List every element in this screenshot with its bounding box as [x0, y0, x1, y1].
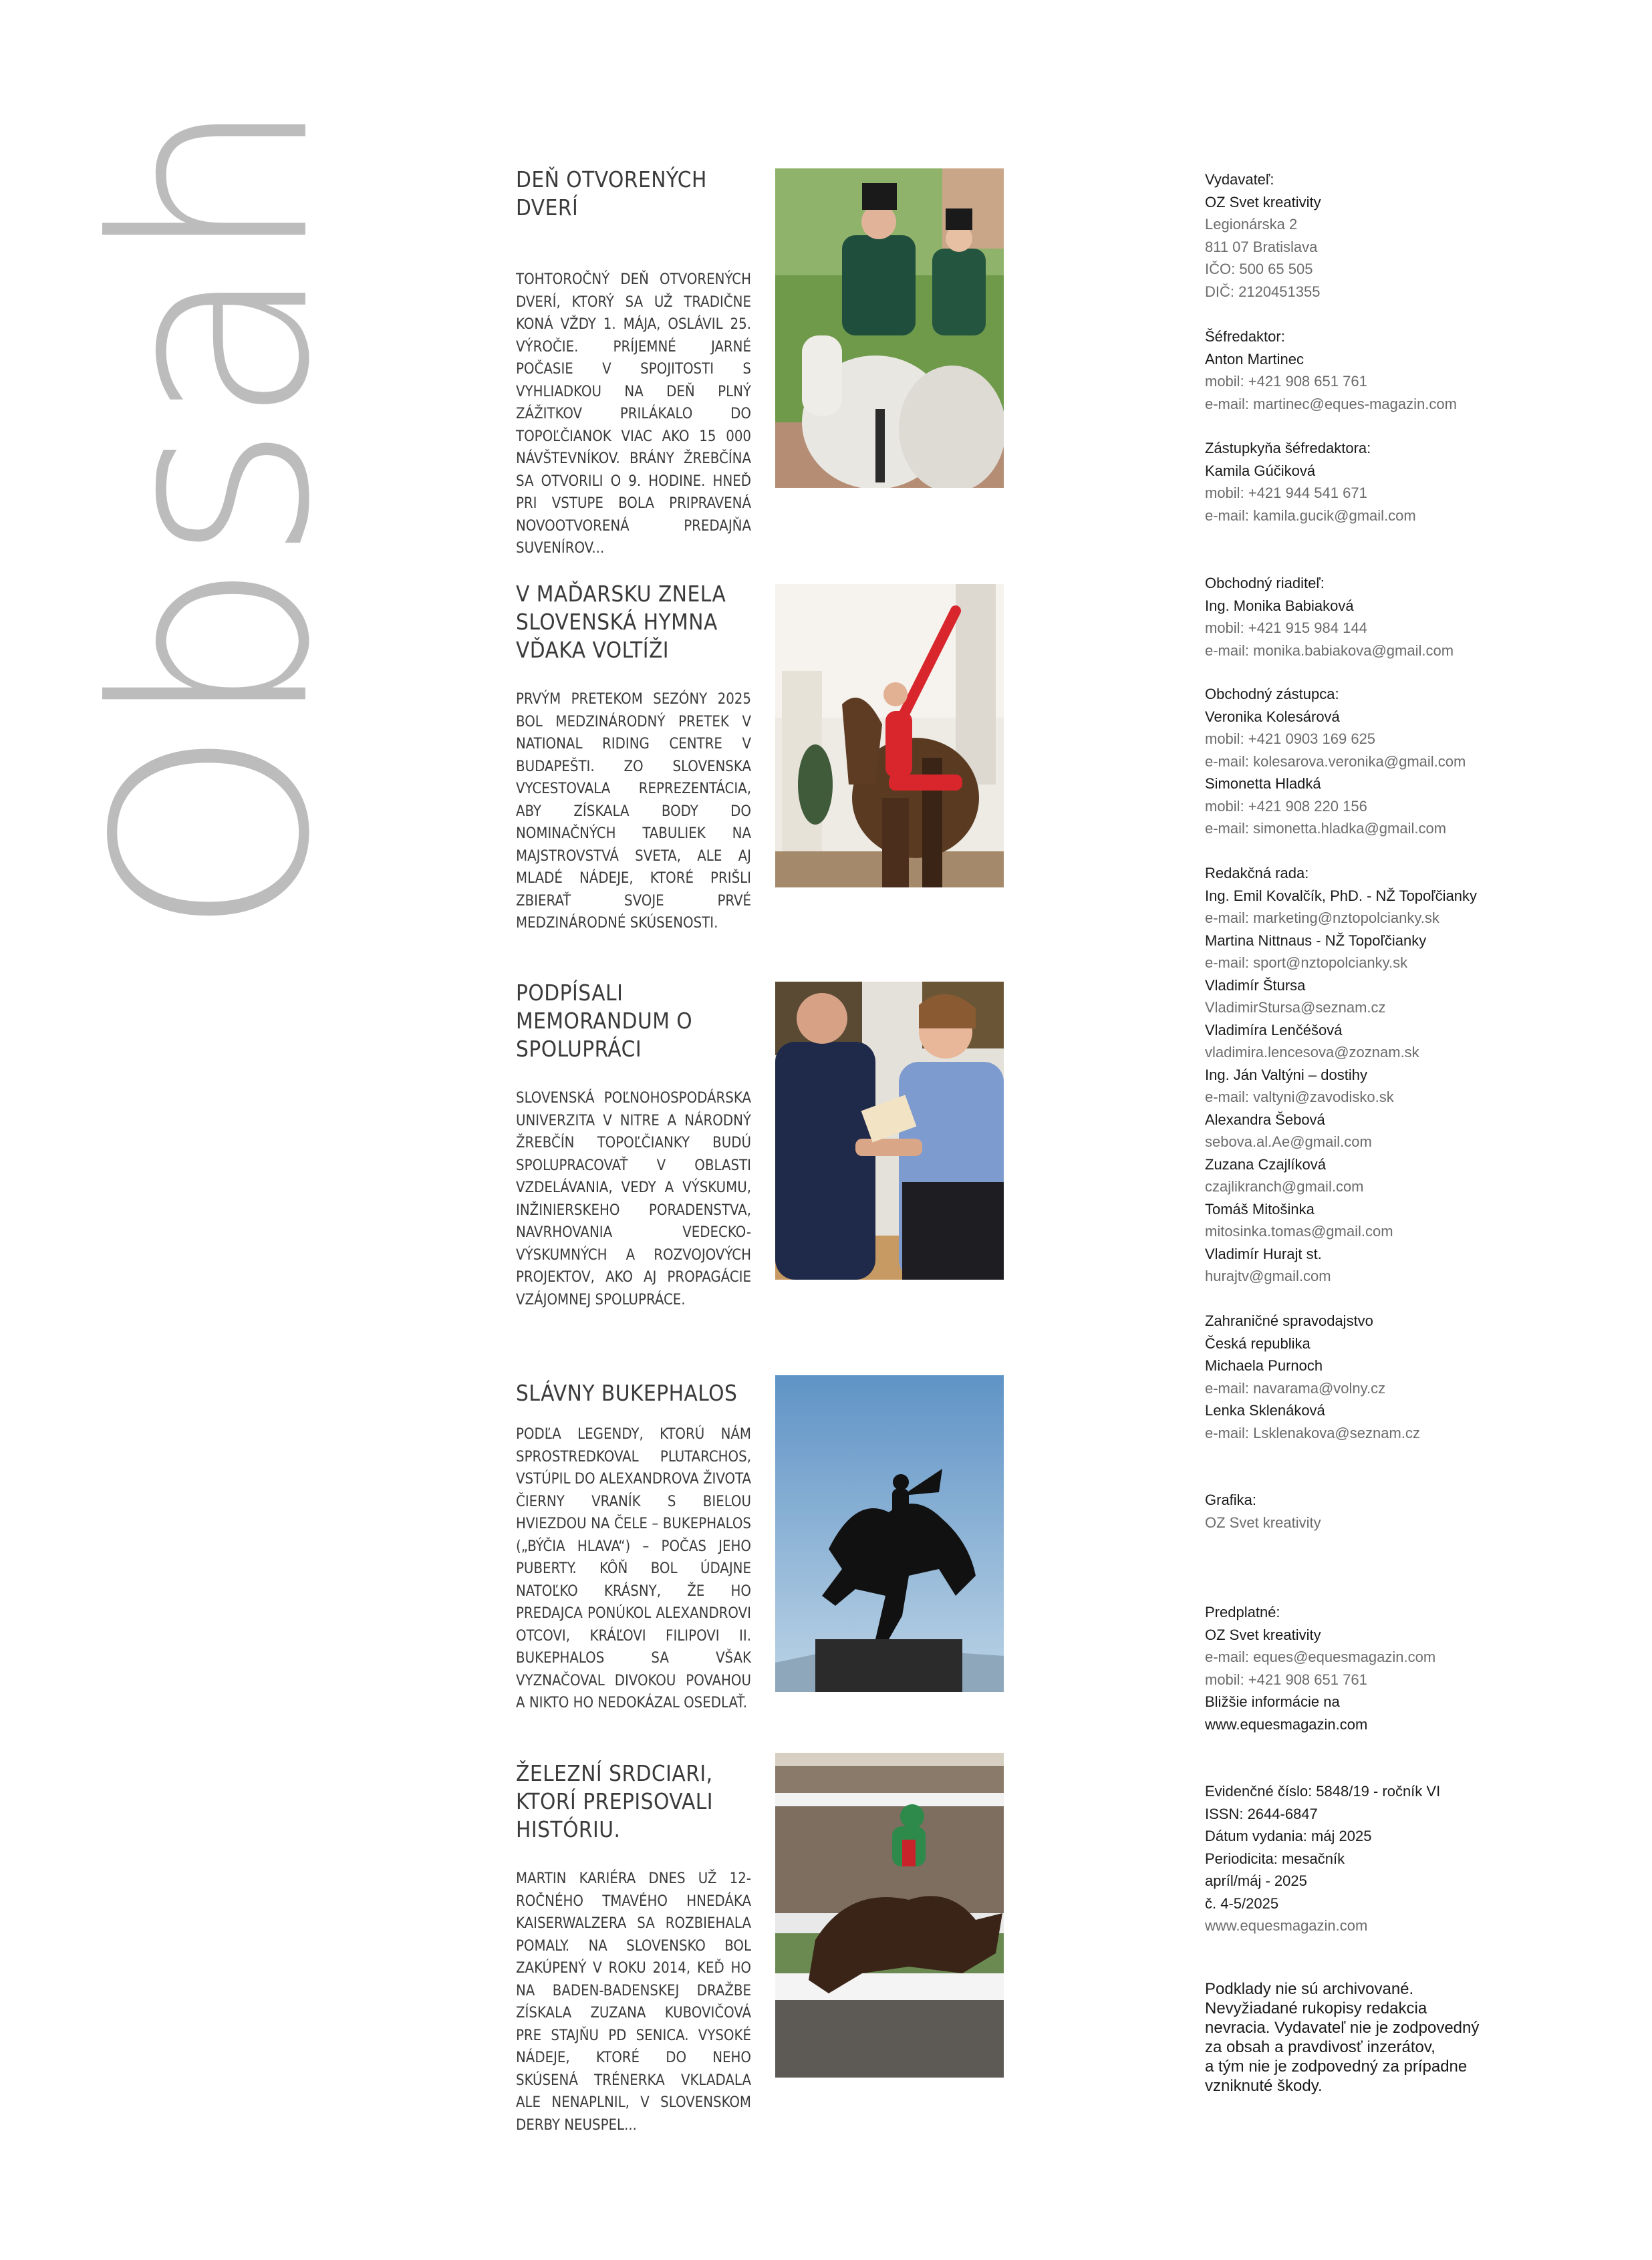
masthead-line: Vladimíra Lenčéšová — [1205, 1021, 1343, 1038]
masthead-line: Ing. Ján Valtýni – dostihy — [1205, 1066, 1367, 1083]
masthead-line: IČO: 500 65 505 — [1205, 261, 1313, 277]
disclaimer-line: a tým nie je zodpovedný za prípadne — [1205, 2058, 1468, 2076]
masthead-line[interactable]: VladimirStursa@seznam.cz — [1205, 999, 1386, 1016]
masthead-line: Vydavateľ: — [1205, 171, 1274, 188]
masthead-line: Zahraničné spravodajstvo — [1205, 1312, 1373, 1329]
masthead-line: č. 4-5/2025 — [1205, 1894, 1279, 1912]
page-title-text: Obsah — [58, 98, 369, 938]
masthead-line[interactable]: e-mail: martinec@eques-magazin.com — [1205, 395, 1457, 412]
deputy-editor-block — [1205, 437, 1579, 527]
masthead-line: mobil: +421 915 984 144 — [1205, 619, 1367, 636]
masthead-line[interactable]: e-mail: monika.babiakova@gmail.com — [1205, 642, 1454, 659]
masthead-line: OZ Svet kreativity — [1205, 1514, 1321, 1531]
article-text: MARTIN KARIÉRA DNES UŽ 12-ROČNÉHO TMAVÉHO HNEDÁKA KAISERWALZERA SA ROZBIEHALA POMALY. NA SLOVENSKO BOL ZAKÚPENÝ V ROKU 2014, KEĎ HO NA BADEN-BADENSKEJ DRAŽBE ZÍSKALA ZUZANA KUBOVIČOVÁ PRE STAJŇU PD SENICA. VYSOKÉ NÁDEJE, KTORÉ DO NEHO SKÚSENÁ TRÉNERKA VKLADALA ALE NENAPLNIL, V SLOVENSKOM DERBY NEUSPEL... — [516, 1870, 751, 2134]
masthead-line[interactable]: mitosinka.tomas@gmail.com — [1205, 1223, 1393, 1240]
masthead-line: Česká republika — [1205, 1334, 1311, 1352]
masthead-line: Predplatné: — [1205, 1604, 1280, 1620]
article-3[interactable] — [516, 979, 1010, 1311]
masthead-line: 811 07 Bratislava — [1205, 238, 1318, 255]
editorial-board-block — [1205, 862, 1579, 1288]
masthead-line: mobil: +421 908 651 761 — [1205, 373, 1367, 390]
publisher-block — [1205, 168, 1579, 303]
masthead-line: Obchodný riaditeľ: — [1205, 575, 1325, 591]
article-1[interactable] — [516, 166, 1010, 560]
masthead-line[interactable]: e-mail: eques@equesmagazin.com — [1205, 1649, 1436, 1665]
masthead-line: Grafika: — [1205, 1492, 1257, 1508]
disclaimer-line: vzniknuté škody. — [1205, 2077, 1323, 2095]
editor-in-chief-block — [1205, 325, 1579, 415]
article-title[interactable]: V MAĎARSKU ZNELA SLOVENSKÁ HYMNA VĎAKA VOLTÍŽI — [516, 581, 726, 663]
masthead-line[interactable]: e-mail: kamila.gucik@gmail.com — [1205, 507, 1416, 524]
disclaimer-note — [1205, 1979, 1579, 2096]
masthead-line[interactable]: www.equesmagazin.com — [1205, 1715, 1368, 1733]
masthead-line[interactable]: sebova.al.Ae@gmail.com — [1205, 1133, 1372, 1150]
masthead-line: Simonetta Hladká — [1205, 775, 1321, 792]
masthead-line: mobil: +421 908 220 156 — [1205, 797, 1367, 815]
masthead-line: apríl/máj - 2025 — [1205, 1872, 1307, 1889]
masthead-line[interactable]: e-mail: kolesarova.veronika@gmail.com — [1205, 752, 1466, 770]
disclaimer-line: za obsah a pravdivosť inzerátov, — [1205, 2038, 1435, 2056]
masthead-line: OZ Svet kreativity — [1205, 193, 1321, 210]
disclaimer-line: Podklady nie sú archivované. — [1205, 1980, 1414, 1998]
masthead-line: Alexandra Šebová — [1205, 1111, 1325, 1128]
masthead-line[interactable]: e-mail: sport@nztopolcianky.sk — [1205, 954, 1408, 971]
masthead-line[interactable]: hurajtv@gmail.com — [1205, 1268, 1331, 1284]
sales-representative-block — [1205, 683, 1579, 840]
masthead-line: mobil: +421 0903 169 625 — [1205, 730, 1376, 747]
graphics-block — [1205, 1489, 1579, 1534]
racehorse-jumping-photo[interactable] — [775, 1753, 1004, 2078]
subscription-block — [1205, 1601, 1579, 1735]
disclaimer-line: nevracia. Vydavateľ nie je zodpovedný — [1205, 2019, 1480, 2037]
masthead-line: Obchodný zástupca: — [1205, 686, 1339, 702]
masthead-line: Martina Nittnaus - NŽ Topoľčianky — [1205, 932, 1427, 949]
vaulting-gymnast-photo[interactable] — [775, 584, 1004, 887]
masthead-line[interactable]: e-mail: navarama@volny.cz — [1205, 1379, 1386, 1397]
article-text: SLOVENSKÁ POĽNOHOSPODÁRSKA UNIVERZITA V NITRE A NÁRODNÝ ŽREBČÍN TOPOĽČIANKY BUDÚ SPOLUPRACOVAŤ V OBLASTI VZDELÁVANIA, VEDY A VÝSKUMU, INŽINIERSKEHO PORADENSTVA, NAVRHOVANIA VEDECKO-VÝSKUMNÝCH A ROZVOJOVÝCH PROJEKTOV, AKO AJ PROPAGÁCIE VZÁJOMNEJ SPOLUPRÁCE. — [516, 1090, 751, 1308]
masthead-line: Legionárska 2 — [1205, 216, 1298, 233]
handshake-photo[interactable] — [775, 982, 1004, 1280]
sales-director-block — [1205, 572, 1579, 662]
article-title[interactable]: ŽELEZNÍ SRDCIARI, KTORÍ PREPISOVALI HISTÓRIU. — [516, 1760, 714, 1842]
article-4[interactable] — [516, 1379, 1010, 1715]
article-text: PRVÝM PRETEKOM SEZÓNY 2025 BOL MEDZINÁRODNÝ PRETEK V NATIONAL RIDING CENTRE V BUDAPEŠTI. ZO SLOVENSKA VYCESTOVALA REPREZENTÁCIA, ABY ZÍSKALA BODY DO NOMINAČNÝCH TABULIEK NA MAJSTROVSTVÁ SVETA, ALE AJ MLADÉ NÁDEJE, KTORÉ PRIŠLI ZBIERAŤ SVOJE PRVÉ MEDZINÁRODNÉ SKÚSENOSTI. — [516, 691, 751, 932]
equestrian-statue-photo[interactable] — [775, 1375, 1004, 1692]
masthead-line: DIČ: 2120451355 — [1205, 283, 1321, 300]
masthead-line: Anton Martinec — [1205, 350, 1304, 368]
article-title[interactable]: DEŇ OTVORENÝCH DVERÍ — [516, 166, 707, 221]
masthead-line: Evidenčné číslo: 5848/19 - ročník VI — [1205, 1783, 1441, 1800]
registration-block — [1205, 1780, 1579, 1937]
masthead-line: Dátum vydania: máj 2025 — [1205, 1828, 1372, 1844]
masthead-line[interactable]: www.equesmagazin.com — [1205, 1917, 1368, 1934]
article-text: PODĽA LEGENDY, KTORÚ NÁM SPROSTREDKOVAL PLUTARCHOS, VSTÚPIL DO ALEXANDROVA ŽIVOTA ČIERNY VRANÍK S BIELOU HVIEZDOU NA ČELE – BUKEPHALOS („BÝČIA HLAVA“) – POČAS JEHO PUBERTY. KÔŇ BOL ÚDAJNE NATOĽKO KRÁSNY, ŽE HO PREDAJCA PONÚKOL ALEXANDROVI OTCOVI, KRÁĽOVI FILIPOVI II. BUKEPHALOS SA VŠAK VYZNAČOVAL DIVOKOU POVAHOU A NIKTO HO NEDOKÁZAL OSEDLAŤ. — [516, 1426, 751, 1711]
masthead-line: OZ Svet kreativity — [1205, 1626, 1321, 1643]
masthead-line: ISSN: 2644-6847 — [1205, 1805, 1318, 1822]
article-2[interactable] — [516, 580, 1010, 935]
masthead-line[interactable]: e-mail: valtyni@zavodisko.sk — [1205, 1089, 1394, 1105]
masthead-line: Ing. Monika Babiaková — [1205, 597, 1354, 614]
masthead-line[interactable]: e-mail: marketing@nztopolcianky.sk — [1205, 909, 1439, 926]
article-title[interactable]: PODPÍSALI MEMORANDUM O SPOLUPRÁCI — [516, 980, 693, 1062]
masthead-line: Redakčná rada: — [1205, 865, 1309, 881]
masthead-line: Vladimír Štursa — [1205, 976, 1306, 994]
masthead-line: Zuzana Czajlíková — [1205, 1155, 1326, 1173]
masthead-line[interactable]: vladimira.lencesova@zoznam.sk — [1205, 1044, 1419, 1061]
masthead-line: Tomáš Mitošinka — [1205, 1200, 1315, 1218]
masthead-line: Michaela Purnoch — [1205, 1357, 1323, 1374]
masthead-line: mobil: +421 908 651 761 — [1205, 1671, 1367, 1688]
disclaimer-line: Nevyžiadané rukopisy redakcia — [1205, 1999, 1427, 2017]
masthead-line[interactable]: czajlikranch@gmail.com — [1205, 1178, 1364, 1195]
riders-on-white-horses-photo[interactable] — [775, 168, 1004, 488]
masthead-line: Periodicita: mesačník — [1205, 1850, 1345, 1867]
masthead-line: Vladimír Hurajt st. — [1205, 1245, 1322, 1262]
masthead-line: Lenka Sklenáková — [1205, 1402, 1325, 1419]
foreign-news-block — [1205, 1310, 1579, 1444]
article-5[interactable] — [516, 1759, 1010, 2136]
masthead-line[interactable]: e-mail: Lsklenakova@seznam.cz — [1205, 1424, 1420, 1441]
masthead-line: Veronika Kolesárová — [1205, 708, 1340, 725]
masthead-line: Kamila Gúčiková — [1205, 462, 1316, 479]
article-text: TOHTOROČNÝ DEŇ OTVORENÝCH DVERÍ, KTORÝ SA UŽ TRADIČNE KONÁ VŽDY 1. MÁJA, OSLÁVIL 25. VÝROČIE. PRÍJEMNÉ JARNÉ POČASIE V SPOJITOSTI S VYHLIADKOU NA DEŇ PLNÝ ZÁŽITKOV PRILÁKALO DO TOPOĽČIANOK VIAC AKO 15 000 NÁVŠTEVNÍKOV. BRÁNY ŽREBČÍNA SA OTVORILI O 9. HODINE. HNEĎ PRI VSTUPE BOLA PRIPRAVENÁ NOVOOTVORENÁ PREDAJŇA SUVENÍROV... — [516, 271, 751, 557]
masthead-line: Bližšie informácie na — [1205, 1693, 1340, 1710]
article-title[interactable]: SLÁVNY BUKEPHALOS — [516, 1380, 738, 1406]
page-title — [58, 98, 369, 938]
masthead-line[interactable]: e-mail: simonetta.hladka@gmail.com — [1205, 820, 1447, 837]
masthead-line: Ing. Emil Kovalčík, PhD. - NŽ Topoľčianky — [1205, 887, 1478, 904]
masthead-line: mobil: +421 944 541 671 — [1205, 484, 1367, 501]
masthead-line: Šéfredaktor: — [1205, 328, 1285, 345]
masthead-line: Zástupkyňa šéfredaktora: — [1205, 440, 1371, 456]
